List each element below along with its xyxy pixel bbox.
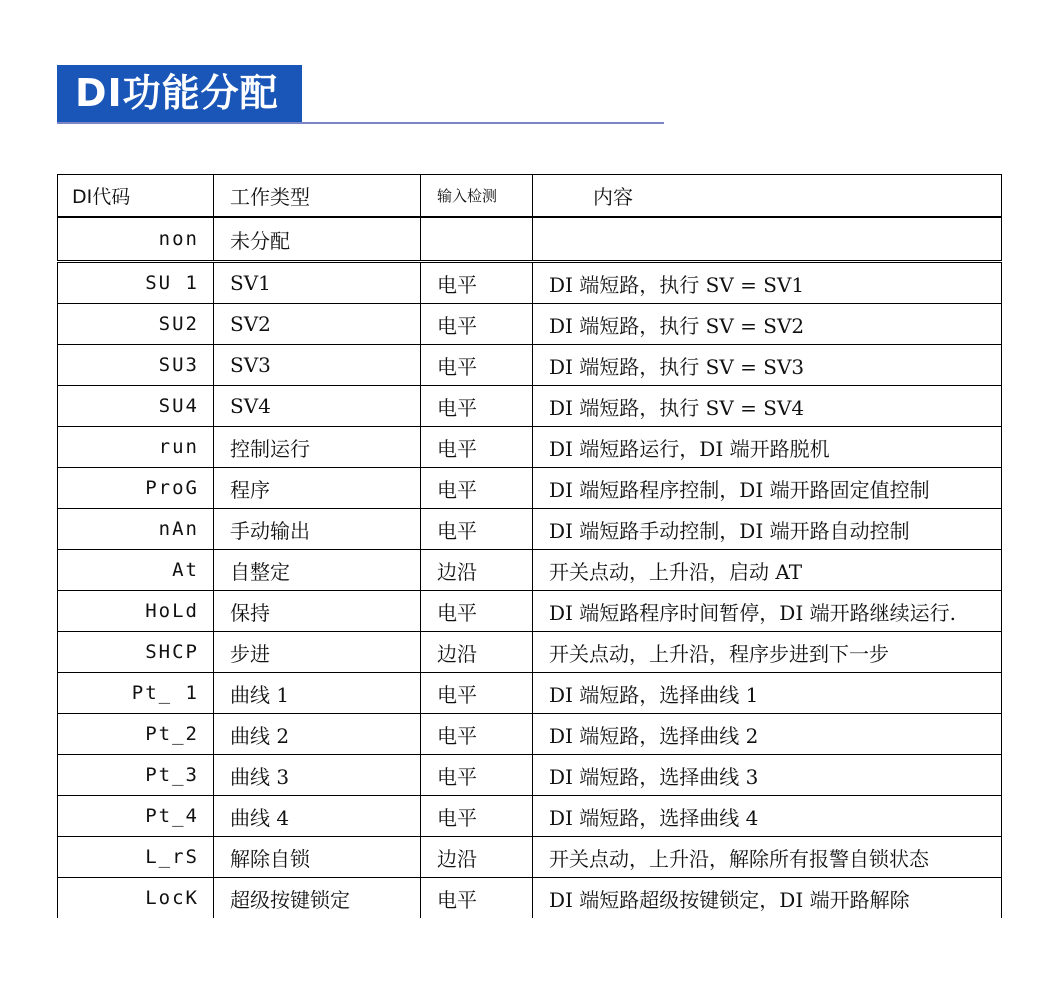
cell-detect: 电平 [421,262,533,304]
cell-code: SU2 [58,304,214,345]
cell-detect: 电平 [421,386,533,427]
cell-type: 曲线 4 [214,796,421,837]
cell-desc: DI 端短路超级按键锁定，DI 端开路解除 [533,878,1002,919]
cell-code: nAn [58,509,214,550]
cell-desc: 开关点动，上升沿，程序步进到下一步 [533,632,1002,673]
cell-desc: DI 端短路手动控制，DI 端开路自动控制 [533,509,1002,550]
cell-code: ProG [58,468,214,509]
cell-type: 程序 [214,468,421,509]
cell-desc: DI 端短路，执行 SV = SV1 [533,262,1002,304]
cell-detect: 电平 [421,714,533,755]
table-row [58,427,1002,468]
header-code: DI代码 [58,175,214,218]
cell-desc: DI 端短路，选择曲线 4 [533,796,1002,837]
table-row [58,878,1002,919]
table-row [58,591,1002,632]
cell-desc: DI 端短路程序时间暂停，DI 端开路继续运行. [533,591,1002,632]
cell-detect: 电平 [421,509,533,550]
section-title: DI功能分配 [57,65,302,122]
cell-type: SV2 [214,304,421,345]
cell-detect: 电平 [421,673,533,714]
table-row [58,714,1002,755]
cell-type: 未分配 [214,217,421,262]
cell-type: 保持 [214,591,421,632]
cell-type: 自整定 [214,550,421,591]
title-underline [57,122,664,124]
cell-desc: DI 端短路，选择曲线 2 [533,714,1002,755]
cell-type: 曲线 1 [214,673,421,714]
cell-desc [533,217,1002,262]
cell-type: 曲线 3 [214,755,421,796]
cell-code: Pt_ 1 [58,673,214,714]
cell-code: SU 1 [58,262,214,304]
cell-desc: DI 端短路，执行 SV = SV3 [533,345,1002,386]
cell-detect: 电平 [421,591,533,632]
cell-desc: 开关点动，上升沿，启动 AT [533,550,1002,591]
table-row [58,304,1002,345]
cell-desc: DI 端短路运行，DI 端开路脱机 [533,427,1002,468]
cell-type: 步进 [214,632,421,673]
cell-desc: DI 端短路，选择曲线 1 [533,673,1002,714]
cell-desc: 开关点动，上升沿，解除所有报警自锁状态 [533,837,1002,878]
table-row [58,345,1002,386]
table-row [58,632,1002,673]
table-row [58,550,1002,591]
table-row [58,386,1002,427]
cell-type: 解除自锁 [214,837,421,878]
di-function-table [57,174,1002,918]
table-row [58,468,1002,509]
header-desc: 内容 [533,175,1002,218]
cell-desc: DI 端短路，执行 SV = SV4 [533,386,1002,427]
cell-type: 超级按键锁定 [214,878,421,919]
cell-type: 曲线 2 [214,714,421,755]
cell-detect: 电平 [421,755,533,796]
cell-type: SV3 [214,345,421,386]
header-detect: 输入检测 [421,175,533,218]
cell-detect: 边沿 [421,837,533,878]
cell-code: L_rS [58,837,214,878]
cell-detect: 电平 [421,304,533,345]
cell-detect [421,217,533,262]
cell-code: LocK [58,878,214,919]
cell-detect: 边沿 [421,632,533,673]
table-row [58,217,1002,262]
cell-code: SU4 [58,386,214,427]
cell-type: SV4 [214,386,421,427]
cell-detect: 电平 [421,345,533,386]
cell-detect: 电平 [421,427,533,468]
table-row [58,796,1002,837]
cell-desc: DI 端短路，执行 SV = SV2 [533,304,1002,345]
cell-code: run [58,427,214,468]
cell-detect: 电平 [421,878,533,919]
cell-code: Pt_2 [58,714,214,755]
header-type: 工作类型 [214,175,421,218]
cell-detect: 电平 [421,796,533,837]
cell-code: At [58,550,214,591]
table-row [58,673,1002,714]
table-header-row [58,175,1002,218]
table-row [58,509,1002,550]
cell-detect: 电平 [421,468,533,509]
cell-code: Pt_3 [58,755,214,796]
cell-detect: 边沿 [421,550,533,591]
cell-type: 手动输出 [214,509,421,550]
cell-code: non [58,217,214,262]
cell-code: SU3 [58,345,214,386]
cell-type: 控制运行 [214,427,421,468]
table-row [58,262,1002,304]
cell-code: Pt_4 [58,796,214,837]
cell-desc: DI 端短路，选择曲线 3 [533,755,1002,796]
cell-desc: DI 端短路程序控制，DI 端开路固定值控制 [533,468,1002,509]
cell-code: HoLd [58,591,214,632]
table-row [58,755,1002,796]
table-row [58,837,1002,878]
cell-type: SV1 [214,262,421,304]
cell-code: SHCP [58,632,214,673]
